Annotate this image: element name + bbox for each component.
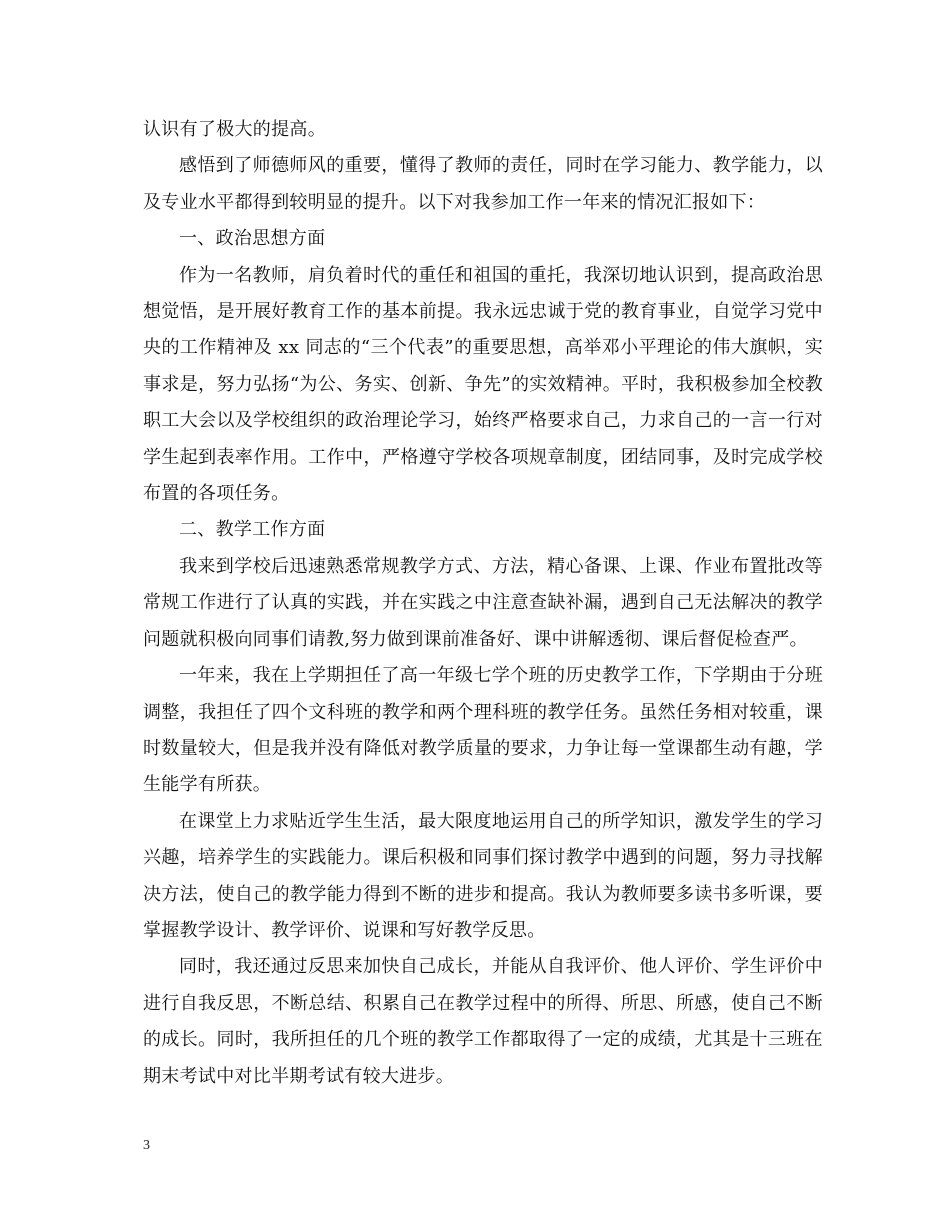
paragraph-political-thought: 作为一名教师，肩负着时代的重任和祖国的重托，我深切地认识到，提高政治思想觉悟，是开展好教育工作的基本前提。我永远忠诚于党的教育事业，自觉学习党中央的工作精神及 xx 同志的“三个代表”的重要思想，高举邓小平理论的伟大旗帜，实事求是，努力弘扬“为公、务实、创新、争先”的实效精神。平时，我积极参加全校教职工大会以及学校组织的政治理论学习，始终严格要求自己，力求自己的一言一行对学生起到表率作用。工作中，严格遵守学校各项规章制度，团结同事，及时完成学校布置的各项任务。 [143,264,823,505]
paragraph-2: 感悟到了师德师风的重要，懂得了教师的责任，同时在学习能力、教学能力，以及专业水平都得到较明显的提升。以下对我参加工作一年来的情况汇报如下： [143,155,823,213]
paragraph-reflection: 同时，我还通过反思来加快自己成长，并能从自我评价、他人评价、学生评价中进行自我反思，不断总结、积累自己在教学过程中的所得、所思、所感，使自己不断的成长。同时，我所担任的几个班的教学工作都取得了一定的成绩，尤其是十三班在期末考试中对比半期考试有较大进步。 [143,956,823,1087]
paragraph-classroom: 在课堂上力求贴近学生生活，最大限度地运用自己的所学知识，激发学生的学习兴趣，培养学生的实践能力。课后积极和同事们探讨教学中遇到的问题，努力寻找解决方法，使自己的教学能力得到不断的进步和提高。我认为教师要多读书多听课，要掌握教学设计、教学评价、说课和写好教学反思。 [143,810,823,941]
page-number: 3 [143,1138,150,1153]
section-heading-teaching: 二、教学工作方面 [179,519,326,541]
document-body [143,112,823,1095]
paragraph-1: 认识有了极大的提高。 [143,119,326,140]
paragraph-teaching-year: 一年来，我在上学期担任了高一年级七学个班的历史教学工作，下学期由于分班调整，我担任了四个文科班的教学和两个理科班的教学任务。虽然任务相对较重，课时数量较大，但是我并没有降低对教学质量的要求，力争让每一堂课都生动有趣，学生能学有所获。 [143,665,823,796]
section-heading-political: 一、政治思想方面 [179,228,326,250]
paragraph-teaching-routine: 我来到学校后迅速熟悉常规教学方式、方法，精心备课、上课、作业布置批改等常规工作进行了认真的实践，并在实践之中注意查缺补漏，遇到自己无法解决的教学问题就积极向同事们请教,努力做到课前准备好、课中讲解透彻、课后督促检查严。 [143,555,823,650]
